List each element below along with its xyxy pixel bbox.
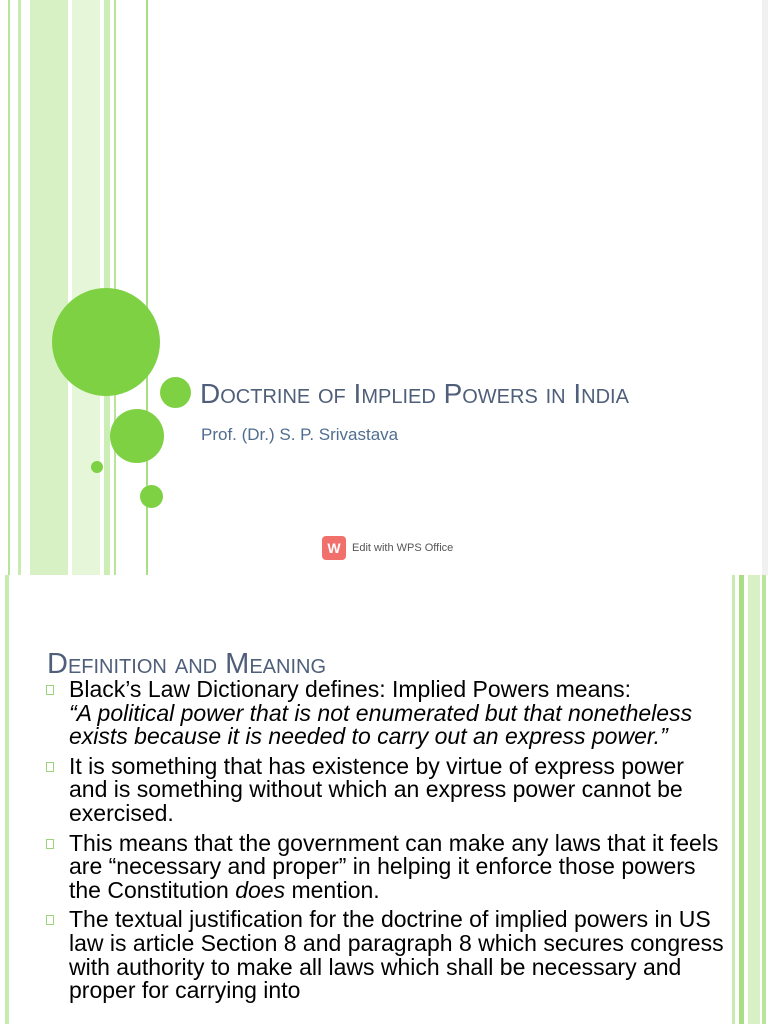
slide-title: Definition and Meaning — [47, 648, 327, 680]
decorative-circle — [52, 288, 160, 396]
bullet-list — [44, 678, 724, 1009]
decorative-circle — [91, 461, 103, 473]
bullet-text: mention. — [285, 876, 380, 903]
list-item — [44, 752, 724, 826]
decorative-stripe — [762, 0, 768, 575]
decorative-stripe — [739, 575, 744, 1024]
decorative-stripe — [732, 575, 735, 1024]
edit-with-wps-button[interactable] — [322, 536, 453, 560]
decorative-circle — [160, 377, 191, 408]
bullet-text: The textual justification for the doctrine of implied powers in US law is article Section 8 and paragraph 8 which secures congress with authority to make all laws which shall be necessary and proper for carrying into — [69, 906, 724, 1004]
decorative-stripe — [114, 0, 116, 575]
wps-badge-label: Edit with WPS Office — [352, 542, 454, 554]
bullet-icon — [46, 839, 54, 849]
bullet-emphasis: does — [235, 876, 286, 903]
slide-subtitle: Prof. (Dr.) S. P. Srivastava — [201, 425, 399, 444]
bullet-text: Black’s Law Dictionary defines: Implied Powers means: — [69, 676, 632, 702]
bullet-quote: “A political power that is not enumerated but that nonetheless exists because it is needed to carry out an express power.” — [69, 699, 693, 750]
bullet-text: It is something that has existence by virtue of express power and is something without which an express power cannot be exercised. — [69, 752, 684, 826]
decorative-stripe — [748, 575, 760, 1024]
list-item — [44, 829, 724, 903]
decorative-stripe — [30, 0, 68, 575]
list-item — [44, 678, 724, 749]
decorative-stripe — [72, 0, 100, 575]
bullet-icon — [46, 915, 54, 925]
wps-logo-icon: W — [322, 536, 346, 560]
decorative-stripe — [762, 575, 766, 1024]
decorative-stripe — [8, 0, 10, 575]
decorative-circle — [140, 485, 163, 508]
decorative-stripe — [18, 0, 21, 575]
bullet-icon — [46, 762, 54, 772]
decorative-circle — [110, 409, 164, 463]
list-item — [44, 908, 724, 1002]
bullet-icon — [46, 685, 54, 695]
slide-title: Doctrine of Implied Powers in India — [200, 378, 629, 409]
bullet-text: This means that the government can make any laws that it feels are “necessary and proper” in helping it enforce those powers the Constitution — [69, 829, 719, 903]
decorative-stripe — [5, 575, 9, 1024]
